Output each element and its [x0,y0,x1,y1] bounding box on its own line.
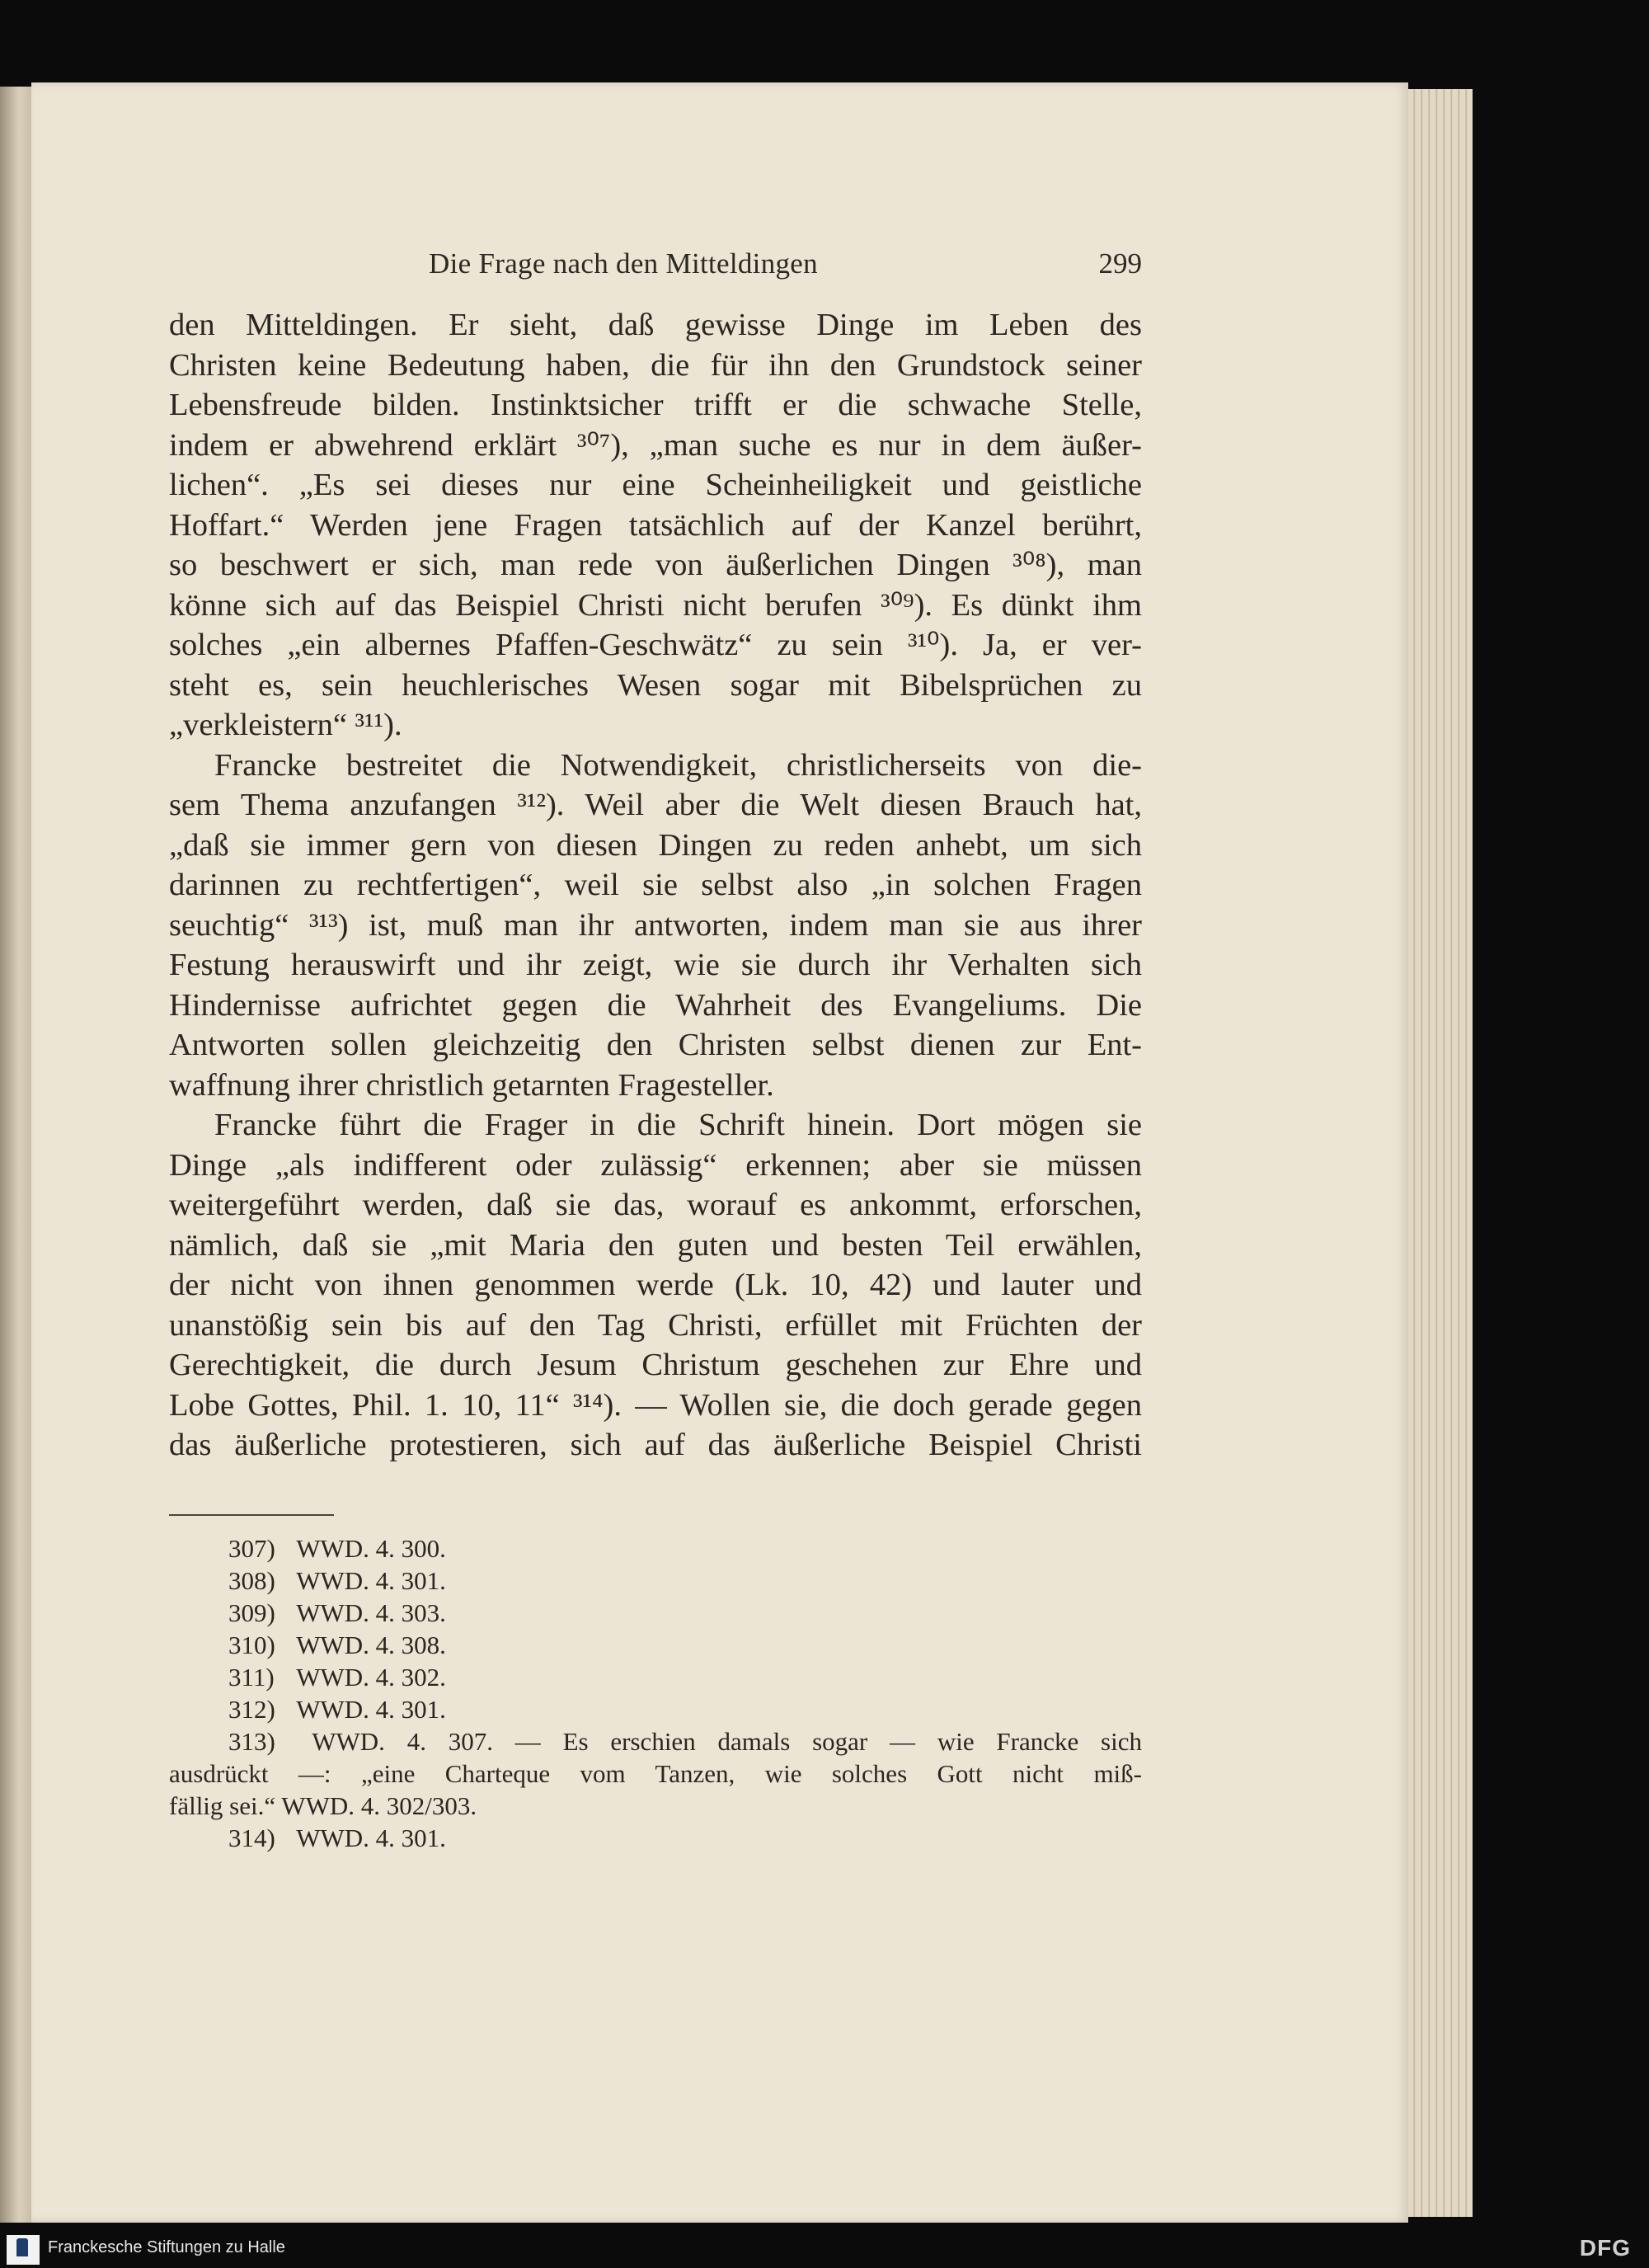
footnote [169,1725,1142,1757]
footnote [169,1629,1142,1661]
text-line: „verkleistern“ ³¹¹). [169,708,402,742]
paragraph-1 [169,305,1142,746]
footnote-number: 310) [228,1630,275,1659]
footnote-continuation: fällig sei.“ WWD. 4. 302/303. [169,1791,477,1820]
footnote [169,1597,1142,1629]
footnote-text: WWD. 4. 307. — Es erschien damals sogar — wie Francke sich [312,1727,1142,1756]
footnotes [169,1532,1142,1854]
text-line: Lobe Gottes, Phil. 1. 10, 11“ ³¹⁴). — Wollen sie, die doch gerade gegen [169,1387,1142,1423]
footnote [169,1693,1142,1725]
footnote-number: 309) [228,1598,275,1627]
footnote-number: 313) [228,1727,275,1756]
footnote-number: 314) [228,1823,275,1852]
text-line: Dinge „als indifferent oder zulässig“ erkennen; aber sie müssen [169,1147,1142,1183]
footnote-text: WWD. 4. 300. [296,1534,446,1563]
text-line: indem er abwehrend erklärt ³⁰⁷), „man suche es nur in dem äußer- [169,427,1142,463]
text-line: Festung herauswirft und ihr zeigt, wie sie durch ihr Verhalten sich [169,948,1142,982]
footnote-rule [169,1514,334,1516]
text-line: Lebensfreude bilden. Instinktsicher trifft er die schwache Stelle, [169,388,1142,422]
footnote-text: WWD. 4. 302. [296,1663,446,1692]
text-line: waffnung ihrer christlich getarnten Fragesteller. [169,1067,774,1103]
text-line: steht es, sein heuchlerisches Wesen sogar mit Bibelsprüchen zu [169,667,1142,703]
institution-name: Franckesche Stiftungen zu Halle [48,2238,285,2256]
text-line: solches „ein albernes Pfaffen-Geschwätz“ zu sein ³¹⁰). Ja, er ver- [169,628,1142,662]
footnote [169,1661,1142,1693]
footnote-continuation: ausdrückt —: „eine Charteque vom Tanzen, wie solches Gott nicht miß- [169,1759,1142,1788]
text-line: „daß sie immer gern von diesen Dingen zu reden anhebt, um sich [169,827,1142,863]
text-line: seuchtig“ ³¹³) ist, muß man ihr antworten, indem man sie aus ihrer [169,907,1142,943]
running-title: Die Frage nach den Mitteldingen [429,247,818,280]
body-text [169,305,1142,1466]
text-line: lichen“. „Es sei dieses nur eine Scheinheiligkeit und geistliche [169,468,1142,502]
text-line: das äußerliche protestieren, sich auf das äußerliche Beispiel Christi [169,1428,1142,1462]
left-page-edge [0,87,31,2223]
text-line: Antworten sollen gleichzeitig den Christen selbst dienen zur Ent- [169,1028,1142,1062]
running-header [429,247,1142,289]
text-line: weitergeführt werden, daß sie das, worauf es ankommt, erforschen, [169,1188,1142,1222]
footnote-text: WWD. 4. 303. [296,1598,446,1627]
footnote [169,1565,1142,1597]
text-line: Francke bestreitet die Notwendigkeit, christlicherseits von die- [214,747,1142,783]
text-line: Gerechtigkeit, die durch Jesum Christum geschehen zur Ehre und [169,1348,1142,1382]
text-line: der nicht von ihnen genommen werde (Lk. 10, 42) und lauter und [169,1268,1142,1302]
text-line: Hindernisse aufrichtet gegen die Wahrheit des Evangeliums. Die [169,987,1142,1023]
text-line: sem Thema anzufangen ³¹²). Weil aber die Welt diesen Brauch hat, [169,788,1142,822]
footnote-text: WWD. 4. 301. [296,1823,446,1852]
footnote-text: WWD. 4. 308. [296,1630,446,1659]
text-line: unanstößig sein bis auf den Tag Christi, erfüllet mit Früchten der [169,1307,1142,1343]
paragraph-2 [169,746,1142,1106]
footnote [169,1532,1142,1565]
footnote [169,1822,1142,1854]
text-line: Christen keine Bedeutung haben, die für ihn den Grundstock seiner [169,347,1142,383]
institution-logo-icon [7,2235,40,2265]
text-line: nämlich, daß sie „mit Maria den guten und besten Teil erwählen, [169,1227,1142,1263]
page-number: 299 [1098,247,1142,280]
text-line: könne sich auf das Beispiel Christi nicht berufen ³⁰⁹). Es dünkt ihm [169,587,1142,623]
dfg-logo: DFG [1579,2235,1631,2261]
footnote-text: WWD. 4. 301. [296,1566,446,1595]
text-line: Francke führt die Frager in die Schrift hinein. Dort mögen sie [214,1108,1142,1142]
footnote-text: WWD. 4. 301. [296,1695,446,1724]
paragraph-3 [169,1105,1142,1466]
text-line: den Mitteldingen. Er sieht, daß gewisse Dinge im Leben des [169,308,1142,342]
footnote-number: 308) [228,1566,275,1595]
page-stack-edge [1408,89,1473,2217]
text-line: darinnen zu rechtfertigen“, weil sie selbst also „in solchen Fragen [169,868,1142,902]
text-line: so beschwert er sich, man rede von äußerlichen Dingen ³⁰⁸), man [169,548,1142,582]
footnote-number: 312) [228,1695,275,1724]
footnote-number: 307) [228,1534,275,1563]
footnote-number: 311) [228,1663,275,1692]
text-line: Hoffart.“ Werden jene Fragen tatsächlich auf der Kanzel berührt, [169,507,1142,543]
